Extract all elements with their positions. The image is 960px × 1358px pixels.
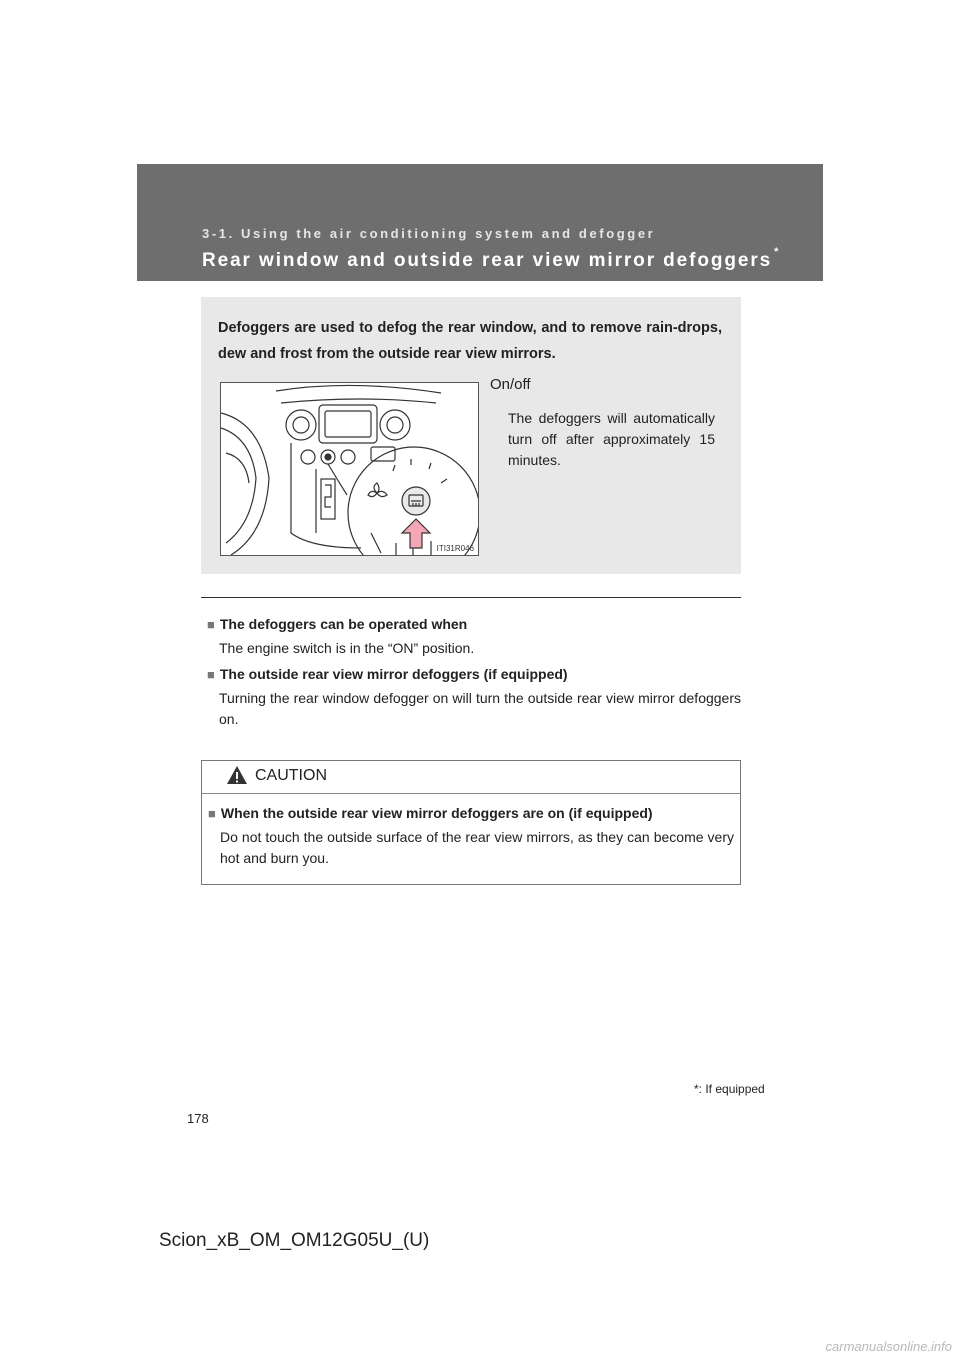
caution-box bbox=[201, 760, 741, 885]
caution-label: CAUTION bbox=[255, 767, 327, 784]
callout-title: On/off bbox=[490, 376, 531, 393]
header-band bbox=[137, 164, 823, 281]
square-bullet-icon: ■ bbox=[208, 806, 216, 821]
pink-arrow-icon bbox=[402, 519, 430, 548]
watermark[interactable]: carmanualsonline.info bbox=[825, 1339, 952, 1354]
note-body: The engine switch is in the “ON” position. bbox=[219, 640, 475, 656]
square-bullet-icon: ■ bbox=[207, 667, 215, 682]
footnote-mark: * bbox=[694, 1082, 699, 1096]
caution-text: Do not touch the outside surface of the rear view mirrors, as they can become very hot and burn you. bbox=[220, 829, 734, 866]
section-divider bbox=[201, 597, 741, 598]
intro-text: Defoggers are used to defog the rear window, and to remove rain-drops, dew and frost from the outside rear view mirrors. bbox=[218, 320, 722, 362]
section-label: 3-1. Using the air conditioning system and defogger bbox=[202, 226, 656, 241]
caution-header bbox=[202, 761, 740, 794]
page-number: 178 bbox=[187, 1111, 209, 1126]
page-title-text: Rear window and outside rear view mirror defoggers bbox=[202, 250, 773, 271]
note-heading bbox=[207, 664, 741, 685]
dashboard-drawing bbox=[221, 383, 478, 555]
callout-text: The defoggers will automatically turn off after approximately 15 minutes. bbox=[508, 410, 715, 468]
footnote-text: : If equipped bbox=[698, 1082, 765, 1096]
note-heading-text: The defoggers can be operated when bbox=[219, 616, 468, 632]
notes bbox=[207, 614, 741, 735]
footnote bbox=[694, 1082, 765, 1096]
caution-body bbox=[208, 803, 734, 874]
title-footnote-mark: * bbox=[774, 246, 781, 258]
note-heading bbox=[207, 614, 741, 635]
intro-box bbox=[201, 297, 741, 574]
square-bullet-icon: ■ bbox=[207, 617, 215, 632]
page-title bbox=[202, 246, 781, 272]
warning-triangle-icon bbox=[226, 765, 248, 785]
caution-heading bbox=[208, 803, 734, 824]
caution-heading-text: When the outside rear view mirror defoggers are on (if equipped) bbox=[220, 805, 653, 821]
note-body: Turning the rear window defogger on will turn the outside rear view mirror defoggers on. bbox=[219, 690, 741, 727]
note-heading-text: The outside rear view mirror defoggers (if equipped) bbox=[219, 666, 568, 682]
document-id: Scion_xB_OM_OM12G05U_(U) bbox=[159, 1230, 430, 1251]
dashboard-illustration bbox=[220, 382, 479, 556]
figure-code: ITI31R046 bbox=[436, 544, 474, 553]
